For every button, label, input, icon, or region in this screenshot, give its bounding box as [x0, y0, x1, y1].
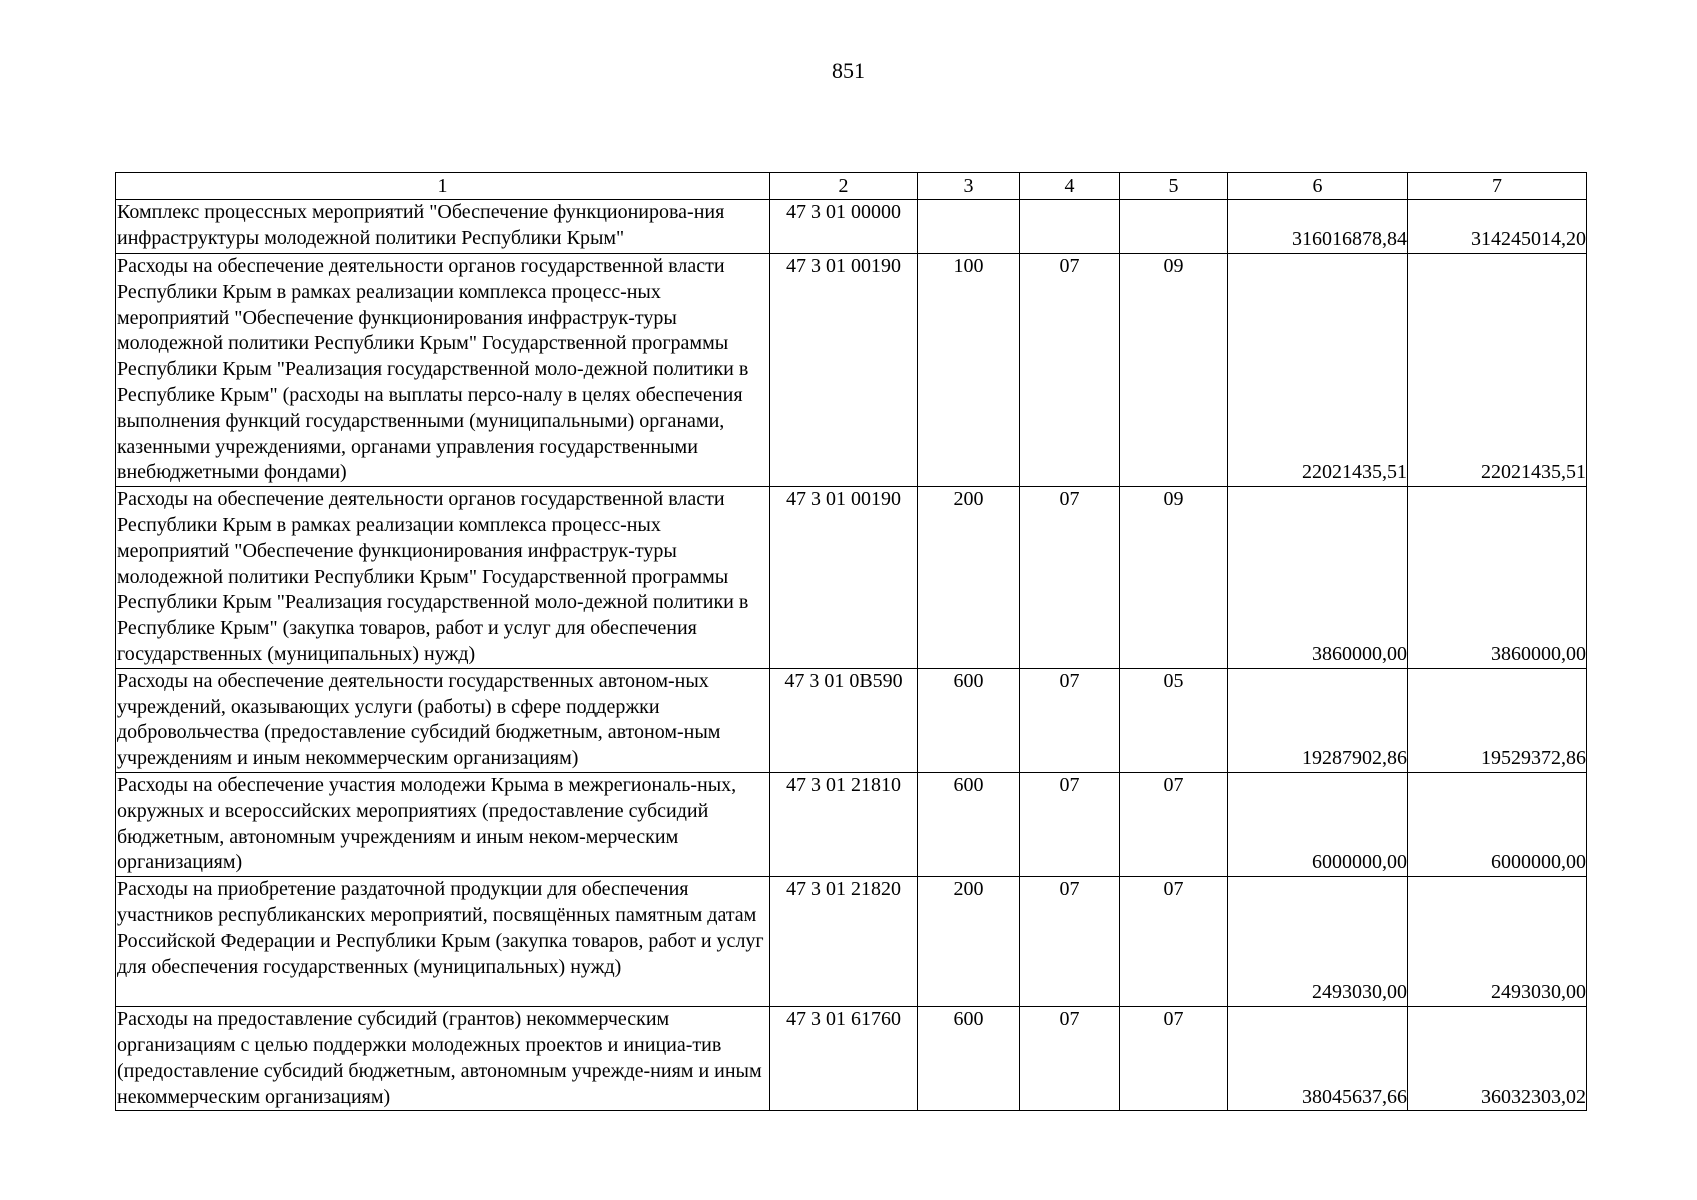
- expense-name: Расходы на обеспечение участия молодежи Крыма в межрегиональ-ных, окружных и всероссийских мероприятиях (предоставление субсидий бюджетным, автономным учреждениям и иным неком-мерческим организациям): [116, 772, 770, 876]
- section-code: 07: [1020, 877, 1120, 1007]
- table-row: [116, 200, 1587, 254]
- expense-name: Расходы на обеспечение деятельности органов государственной власти Республики Крым в рамках реализации комплекса процесс-ных мероприятий "Обеспечение функционирования инфраструк-туры молодежной политики Республики Крым" Государственной программы Республики Крым "Реализация государственной моло-дежной политики в Республике Крым" (закупка товаров, работ и услуг для обеспечения государственных (муниципальных) нужд): [116, 487, 770, 669]
- amount-col6: 6000000,00: [1228, 772, 1408, 876]
- target-code: 47 3 01 21820: [770, 877, 918, 1007]
- target-code: 47 3 01 00000: [770, 200, 918, 254]
- target-code: 47 3 01 00190: [770, 487, 918, 669]
- table-row: [116, 668, 1587, 772]
- expense-name: Расходы на приобретение раздаточной продукции для обеспечения участников республиканских мероприятий, посвящённых памятным датам Российской Федерации и Республики Крым (закупка товаров, работ и услуг для обеспечения государственных (муниципальных) нужд): [116, 877, 770, 1007]
- expense-type-code: 100: [918, 254, 1020, 487]
- budget-table: [115, 172, 1587, 1111]
- section-code: [1020, 200, 1120, 254]
- expense-type-code: 600: [918, 668, 1020, 772]
- expense-name: Расходы на обеспечение деятельности государственных автоном-ных учреждений, оказывающих услуги (работы) в сфере поддержки добровольчества (предоставление субсидий бюджетным, автоном-ным учреждениям и иным некоммерческим организациям): [116, 668, 770, 772]
- page-number: 851: [832, 58, 865, 83]
- subsection-code: 09: [1120, 254, 1228, 487]
- amount-col7: 22021435,51: [1408, 254, 1587, 487]
- section-code: 07: [1020, 1007, 1120, 1111]
- column-header: 6: [1228, 173, 1408, 200]
- amount-col7: 6000000,00: [1408, 772, 1587, 876]
- table-row: [116, 487, 1587, 669]
- section-code: 07: [1020, 254, 1120, 487]
- subsection-code: 05: [1120, 668, 1228, 772]
- amount-col6: 19287902,86: [1228, 668, 1408, 772]
- amount-col7: 19529372,86: [1408, 668, 1587, 772]
- subsection-code: 09: [1120, 487, 1228, 669]
- amount-col7: 36032303,02: [1408, 1007, 1587, 1111]
- amount-col6: 38045637,66: [1228, 1007, 1408, 1111]
- column-header: 3: [918, 173, 1020, 200]
- table-row: [116, 772, 1587, 876]
- subsection-code: 07: [1120, 772, 1228, 876]
- target-code: 47 3 01 21810: [770, 772, 918, 876]
- section-code: 07: [1020, 772, 1120, 876]
- target-code: 47 3 01 61760: [770, 1007, 918, 1111]
- expense-name: Комплекс процессных мероприятий "Обеспечение функционирова-ния инфраструктуры молодежной политики Республики Крым": [116, 200, 770, 254]
- target-code: 47 3 01 00190: [770, 254, 918, 487]
- amount-col7: 3860000,00: [1408, 487, 1587, 669]
- table-row: [116, 1007, 1587, 1111]
- column-header: 2: [770, 173, 918, 200]
- expense-type-code: 200: [918, 877, 1020, 1007]
- amount-col6: 2493030,00: [1228, 877, 1408, 1007]
- column-header: 1: [116, 173, 770, 200]
- section-code: 07: [1020, 668, 1120, 772]
- amount-col7: 314245014,20: [1408, 200, 1587, 254]
- amount-col6: 3860000,00: [1228, 487, 1408, 669]
- table-row: [116, 254, 1587, 487]
- section-code: 07: [1020, 487, 1120, 669]
- table-row: [116, 877, 1587, 1007]
- amount-col6: 316016878,84: [1228, 200, 1408, 254]
- expense-name: Расходы на обеспечение деятельности органов государственной власти Республики Крым в рамках реализации комплекса процесс-ных мероприятий "Обеспечение функционирования инфраструк-туры молодежной политики Республики Крым" Государственной программы Республики Крым "Реализация государственной моло-дежной политики в Республике Крым" (расходы на выплаты персо-налу в целях обеспечения выполнения функций государственными (муниципальными) органами, казенными учреждениями, органами управления государственными внебюджетными фондами): [116, 254, 770, 487]
- table-header-row: [116, 173, 1587, 200]
- subsection-code: 07: [1120, 877, 1228, 1007]
- subsection-code: 07: [1120, 1007, 1228, 1111]
- amount-col7: 2493030,00: [1408, 877, 1587, 1007]
- amount-col6: 22021435,51: [1228, 254, 1408, 487]
- column-header: 5: [1120, 173, 1228, 200]
- expense-name: Расходы на предоставление субсидий (грантов) некоммерческим организациям с целью поддержки молодежных проектов и инициа-тив (предоставление субсидий бюджетным, автономным учрежде-ниям и иным некоммерческим организациям): [116, 1007, 770, 1111]
- expense-type-code: [918, 200, 1020, 254]
- column-header: 4: [1020, 173, 1120, 200]
- target-code: 47 3 01 0В590: [770, 668, 918, 772]
- column-header: 7: [1408, 173, 1587, 200]
- expense-type-code: 200: [918, 487, 1020, 669]
- subsection-code: [1120, 200, 1228, 254]
- expense-type-code: 600: [918, 1007, 1020, 1111]
- expense-type-code: 600: [918, 772, 1020, 876]
